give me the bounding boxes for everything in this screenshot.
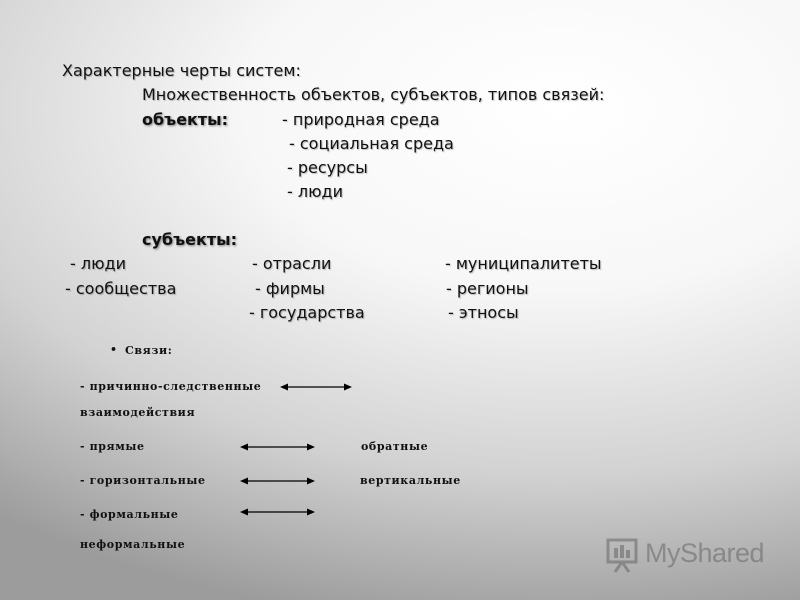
link-type: вертикальные xyxy=(360,474,461,487)
link-type: - горизонтальные xyxy=(80,474,206,487)
subject-item: - муниципалитеты xyxy=(445,254,602,273)
links-bullet: • xyxy=(110,343,118,356)
links-heading: Связи: xyxy=(125,344,173,357)
subject-item: - регионы xyxy=(446,279,529,298)
link-type: неформальные xyxy=(80,538,186,551)
subject-item: - фирмы xyxy=(255,279,325,298)
link-type: взаимодействия xyxy=(80,406,196,419)
link-type: обратные xyxy=(361,440,429,453)
watermark-text: MyShared xyxy=(645,538,765,568)
myshared-logo xyxy=(605,534,765,574)
subject-item: - сообщества xyxy=(65,279,177,298)
object-item: - природная среда xyxy=(282,110,440,129)
slide-title: Характерные черты систем: xyxy=(62,61,301,80)
double-arrow-icon xyxy=(240,475,315,487)
object-item: - люди xyxy=(287,182,344,201)
link-type: - причинно-следственные xyxy=(80,380,262,393)
link-type: - прямые xyxy=(80,440,145,453)
object-item: - социальная среда xyxy=(289,134,454,153)
presentation-board-icon xyxy=(605,536,641,574)
link-type: - формальные xyxy=(80,508,179,521)
objects-label: объекты: xyxy=(142,110,229,129)
subject-item: - люди xyxy=(70,254,127,273)
slide-subtitle: Множественность объектов, субъектов, типов связей: xyxy=(142,85,605,104)
subjects-label: субъекты: xyxy=(142,230,237,249)
subject-item: - отрасли xyxy=(252,254,332,273)
subject-item: - государства xyxy=(249,303,365,322)
double-arrow-icon xyxy=(280,381,352,393)
subject-item: - этносы xyxy=(448,303,519,322)
double-arrow-icon xyxy=(240,441,315,453)
double-arrow-icon xyxy=(240,506,315,518)
object-item: - ресурсы xyxy=(287,158,368,177)
